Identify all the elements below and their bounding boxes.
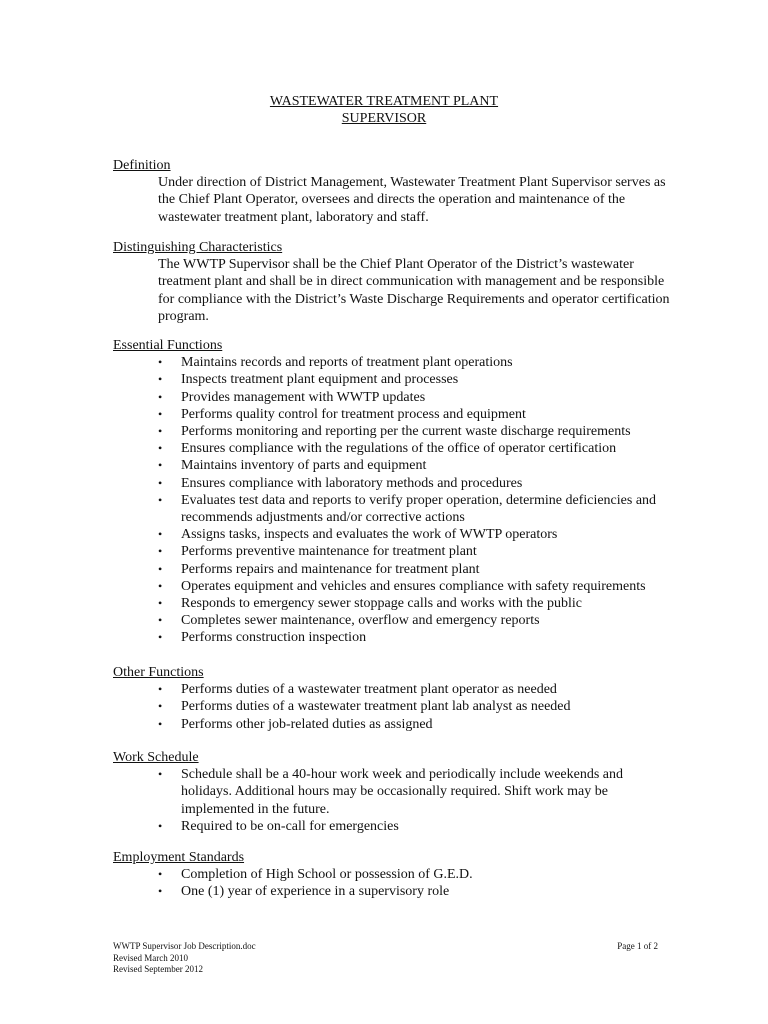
bullet-icon: • bbox=[158, 884, 163, 899]
list-item bbox=[158, 371, 673, 388]
bullet-icon: • bbox=[158, 527, 163, 542]
list-item-text: Performs duties of a wastewater treatment plant lab analyst as needed bbox=[181, 699, 571, 715]
work-schedule-list bbox=[113, 766, 673, 835]
bullet-icon: • bbox=[158, 818, 163, 833]
bullet-icon: • bbox=[158, 699, 163, 714]
bullet-icon: • bbox=[158, 475, 163, 490]
list-item bbox=[158, 457, 673, 474]
list-item-text: Completes sewer maintenance, overflow and emergency reports bbox=[181, 613, 540, 629]
list-item bbox=[158, 423, 673, 440]
essential-functions-list bbox=[113, 354, 673, 646]
bullet-icon: • bbox=[158, 441, 163, 456]
list-item bbox=[158, 354, 673, 371]
section-distinguishing bbox=[113, 239, 673, 325]
list-item bbox=[158, 526, 673, 543]
distinguishing-text: The WWTP Supervisor shall be the Chief Plant Operator of the District’s wastewater treatment plant and shall be in direct communication with management and be responsible for compliance with the District’s Waste Discharge Requirements and operator certification program. bbox=[158, 257, 670, 324]
list-item-text: Schedule shall be a 40-hour work week and periodically include weekends and holidays. Additional hours may be occasionally required. Shift work may be implemented in the future. bbox=[181, 767, 624, 817]
list-item-text: Operates equipment and vehicles and ensures compliance with safety requirements bbox=[181, 578, 646, 594]
list-item bbox=[158, 698, 673, 715]
section-employment-standards bbox=[113, 849, 673, 901]
bullet-icon: • bbox=[158, 406, 163, 421]
list-item-text: Evaluates test data and reports to verify proper operation, determine deficiencies and recommends adjustments and/or corrective actions bbox=[181, 492, 657, 526]
definition-text: Under direction of District Management, Wastewater Treatment Plant Supervisor serves as the Chief Plant Operator, oversees and directs the operation and maintenance of the wastewater treatment plant, laboratory and staff. bbox=[158, 175, 666, 225]
list-item bbox=[158, 475, 673, 492]
bullet-icon: • bbox=[158, 596, 163, 611]
list-item bbox=[158, 681, 673, 698]
bullet-icon: • bbox=[158, 630, 163, 645]
list-item-text: Performs repairs and maintenance for treatment plant bbox=[181, 561, 480, 577]
title-line-2: SUPERVISOR bbox=[341, 111, 427, 126]
list-item-text: Completion of High School or possession of G.E.D. bbox=[181, 867, 473, 883]
bullet-icon: • bbox=[158, 867, 163, 882]
bullet-icon: • bbox=[158, 544, 163, 559]
list-item-text: Performs duties of a wastewater treatment plant operator as needed bbox=[181, 682, 557, 698]
other-functions-list bbox=[113, 681, 673, 733]
list-item bbox=[158, 543, 673, 560]
list-item-text: Maintains inventory of parts and equipment bbox=[181, 458, 427, 474]
list-item-text: Responds to emergency sewer stoppage calls and works with the public bbox=[181, 596, 582, 612]
list-item-text: Performs other job-related duties as assigned bbox=[181, 716, 433, 732]
list-item-text: Performs preventive maintenance for treatment plant bbox=[181, 544, 477, 560]
list-item-text: Ensures compliance with the regulations of the office of operator certification bbox=[181, 441, 617, 457]
list-item bbox=[158, 883, 673, 900]
list-item bbox=[158, 406, 673, 423]
list-item-text: Performs construction inspection bbox=[181, 630, 367, 646]
bullet-icon: • bbox=[158, 372, 163, 387]
bullet-icon: • bbox=[158, 458, 163, 473]
list-item bbox=[158, 389, 673, 406]
section-work-schedule bbox=[113, 749, 673, 835]
list-item bbox=[158, 595, 673, 612]
bullet-icon: • bbox=[158, 561, 163, 576]
list-item bbox=[158, 612, 673, 629]
section-heading-definition: Definition bbox=[113, 158, 171, 173]
bullet-icon: • bbox=[158, 578, 163, 593]
list-item-text: One (1) year of experience in a supervisory role bbox=[181, 884, 450, 900]
footer-filename: WWTP Supervisor Job Description.doc bbox=[113, 941, 256, 951]
list-item-text: Assigns tasks, inspects and evaluates the work of WWTP operators bbox=[181, 527, 558, 543]
section-heading-distinguishing: Distinguishing Characteristics bbox=[113, 240, 283, 255]
list-item-text: Provides management with WWTP updates bbox=[181, 389, 426, 405]
list-item-text: Performs quality control for treatment process and equipment bbox=[181, 406, 526, 422]
bullet-icon: • bbox=[158, 389, 163, 404]
employment-standards-list bbox=[113, 866, 673, 900]
section-definition bbox=[113, 157, 673, 226]
list-item bbox=[158, 629, 673, 646]
list-item bbox=[158, 866, 673, 883]
section-other-functions bbox=[113, 664, 673, 733]
section-heading-schedule: Work Schedule bbox=[113, 750, 199, 765]
section-essential-functions bbox=[113, 337, 673, 647]
list-item bbox=[158, 492, 673, 526]
list-item bbox=[158, 578, 673, 595]
bullet-icon: • bbox=[158, 613, 163, 628]
section-heading-standards: Employment Standards bbox=[113, 850, 245, 865]
bullet-icon: • bbox=[158, 424, 163, 439]
footer-left bbox=[113, 941, 658, 976]
footer-revised-2: Revised September 2012 bbox=[113, 964, 203, 974]
section-heading-other: Other Functions bbox=[113, 665, 204, 680]
list-item-text: Ensures compliance with laboratory methods and procedures bbox=[181, 475, 523, 491]
bullet-icon: • bbox=[158, 492, 163, 507]
page-footer bbox=[113, 941, 658, 976]
footer-revised-1: Revised March 2010 bbox=[113, 952, 188, 963]
list-item-text: Performs monitoring and reporting per the current waste discharge requirements bbox=[181, 424, 631, 440]
list-item bbox=[158, 818, 673, 835]
bullet-icon: • bbox=[158, 767, 163, 782]
list-item bbox=[158, 716, 673, 733]
list-item bbox=[158, 440, 673, 457]
document-title bbox=[0, 93, 768, 127]
bullet-icon: • bbox=[158, 716, 163, 731]
footer-page-number: Page 1 of 2 bbox=[617, 941, 658, 951]
list-item-text: Inspects treatment plant equipment and processes bbox=[181, 372, 459, 388]
list-item bbox=[158, 561, 673, 578]
list-item-text: Required to be on-call for emergencies bbox=[181, 818, 399, 834]
list-item-text: Maintains records and reports of treatment plant operations bbox=[181, 355, 513, 371]
title-line-1: WASTEWATER TREATMENT PLANT bbox=[269, 94, 499, 109]
list-item bbox=[158, 766, 673, 818]
bullet-icon: • bbox=[158, 355, 163, 370]
section-heading-essential: Essential Functions bbox=[113, 338, 223, 353]
bullet-icon: • bbox=[158, 682, 163, 697]
